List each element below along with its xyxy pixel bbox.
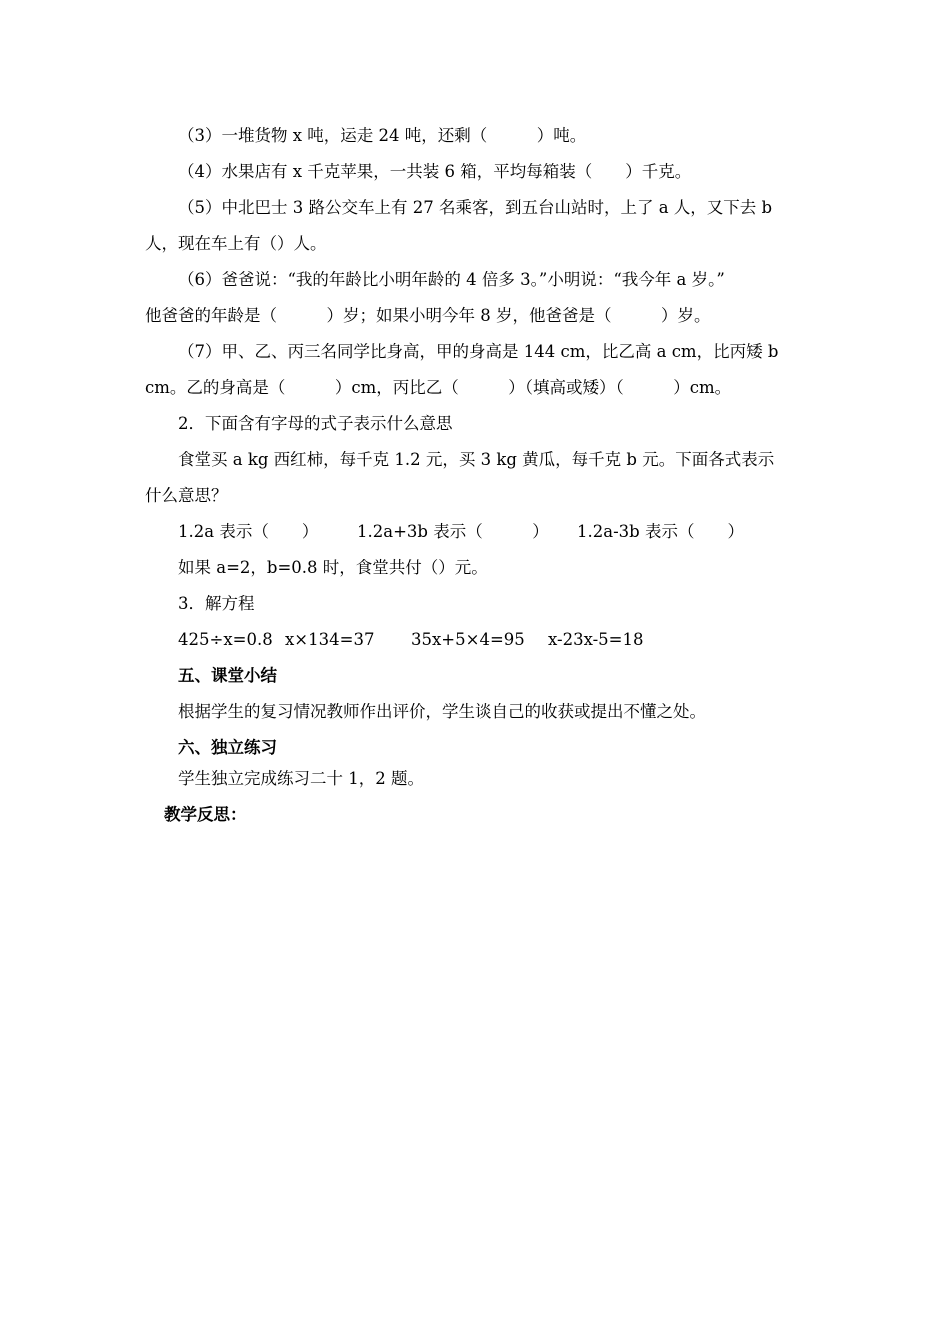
expression-3: 1.2a-3b 表示（ ） [577,522,744,541]
question-5-line-2: 人，现在车上有（）人。 [145,234,327,253]
section-3-title: 3．解方程 [178,594,255,613]
equation-3: 35x+5×4=95 [411,630,525,649]
question-6-line-2: 他爸爸的年龄是（ ）岁；如果小明今年 8 岁，他爸爸是（ ）岁。 [145,306,711,325]
equation-2: x×134=37 [285,630,375,649]
heading-class-summary: 五、课堂小结 [178,666,277,685]
class-summary-text: 根据学生的复习情况教师作出评价，学生谈自己的收获或提出不懂之处。 [178,702,706,721]
question-6-line-1: （6）爸爸说：“我的年龄比小明年龄的 4 倍多 3。”小明说：“我今年 a 岁。” [178,270,725,289]
expression-1: 1.2a 表示（ ） [178,522,319,541]
expression-2: 1.2a+3b 表示（ ） [357,522,549,541]
independent-practice-text: 学生独立完成练习二十 1，2 题。 [178,769,424,788]
teaching-reflection-label: 教学反思： [164,805,247,824]
section-2-paragraph-line-2: 什么意思？ [145,486,228,505]
question-3: （3）一堆货物 x 吨，运走 24 吨，还剩（ ）吨。 [178,126,587,145]
section-2-question: 如果 a=2，b=0.8 时，食堂共付（）元。 [178,558,488,577]
question-4: （4）水果店有 x 千克苹果，一共装 6 箱，平均每箱装（ ）千克。 [178,162,692,181]
section-2-paragraph-line-1: 食堂买 a kg 西红柿，每千克 1.2 元，买 3 kg 黄瓜，每千克 b 元。下面各式表示 [178,450,775,469]
question-7-line-2: cm。乙的身高是（ ）cm，丙比乙（ ）（填高或矮）（ ）cm。 [145,378,732,397]
equation-4: x-23x-5=18 [548,630,644,649]
question-5-line-1: （5）中北巴士 3 路公交车上有 27 名乘客，到五台山站时，上了 a 人，又下去 b [178,198,773,217]
equation-1: 425÷x=0.8 [178,630,273,649]
question-7-line-1: （7）甲、乙、丙三名同学比身高，甲的身高是 144 cm，比乙高 a cm，比丙矮 b [178,342,779,361]
heading-independent-practice: 六、独立练习 [178,738,277,757]
section-2-title: 2．下面含有字母的式子表示什么意思 [178,414,453,433]
